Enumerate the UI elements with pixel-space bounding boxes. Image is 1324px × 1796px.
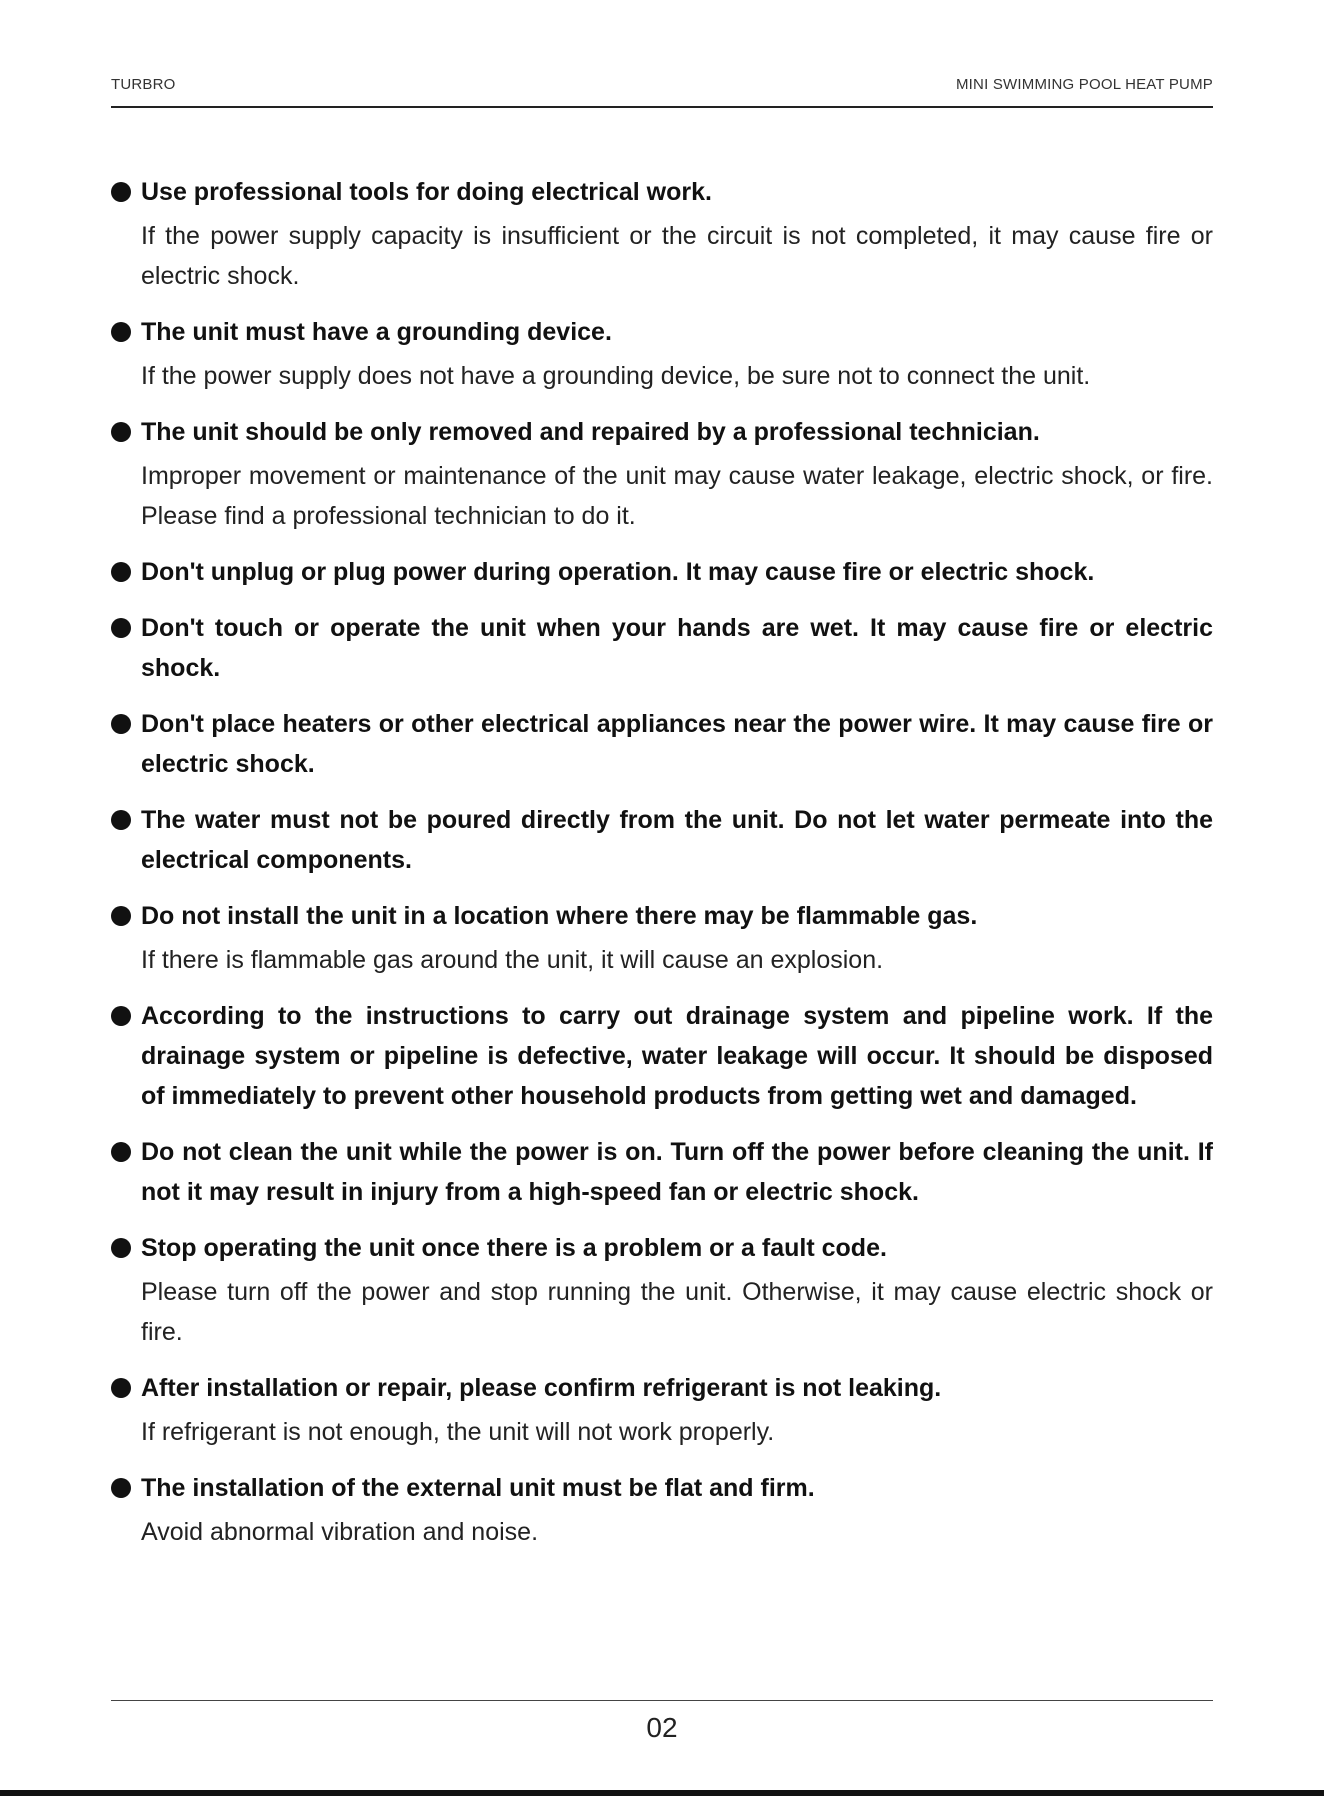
- footer-divider: [111, 1700, 1213, 1701]
- list-item: [111, 1228, 1213, 1352]
- item-title: The unit must have a grounding device.: [141, 318, 612, 346]
- item-title: The installation of the external unit must be flat and firm.: [141, 1474, 815, 1502]
- bullet-icon: [111, 422, 131, 442]
- item-title: The unit should be only removed and repaired by a professional technician.: [141, 418, 1040, 446]
- item-body: If the power supply does not have a grounding device, be sure not to connect the unit.: [141, 362, 1091, 390]
- item-title: The water must not be poured directly from the unit. Do not let water permeate into the electrical components.: [141, 806, 1213, 874]
- bullet-icon: [111, 1238, 131, 1258]
- item-body: Avoid abnormal vibration and noise.: [141, 1518, 539, 1546]
- list-item: [111, 1132, 1213, 1212]
- safety-precautions-list: [111, 172, 1213, 1568]
- list-item: [111, 704, 1213, 784]
- item-body: If there is flammable gas around the unit, it will cause an explosion.: [141, 946, 884, 974]
- bullet-icon: [111, 322, 131, 342]
- bullet-icon: [111, 562, 131, 582]
- bullet-icon: [111, 906, 131, 926]
- list-item: [111, 552, 1213, 592]
- bullet-icon: [111, 810, 131, 830]
- item-title: Don't touch or operate the unit when your hands are wet. It may cause fire or electric shock.: [141, 614, 1213, 682]
- item-title: After installation or repair, please confirm refrigerant is not leaking.: [141, 1374, 942, 1402]
- item-title: Do not clean the unit while the power is on. Turn off the power before cleaning the unit. If not it may result in injury from a high-speed fan or electric shock.: [141, 1138, 1213, 1206]
- item-body: If refrigerant is not enough, the unit will not work properly.: [141, 1418, 775, 1446]
- item-title: Don't unplug or plug power during operation. It may cause fire or electric shock.: [141, 558, 1095, 586]
- bullet-icon: [111, 1478, 131, 1498]
- bullet-icon: [111, 182, 131, 202]
- brand-name: TURBRO: [111, 76, 176, 93]
- bullet-icon: [111, 1378, 131, 1398]
- item-title: According to the instructions to carry out drainage system and pipeline work. If the drainage system or pipeline is defective, water leakage will occur. It should be disposed of immediately to prevent other household products from getting wet and damaged.: [141, 1002, 1213, 1110]
- list-item: [111, 800, 1213, 880]
- item-body: Improper movement or maintenance of the unit may cause water leakage, electric shock, or fire. Please find a professional technician to do it.: [141, 462, 1213, 530]
- list-item: [111, 996, 1213, 1116]
- item-title: Stop operating the unit once there is a problem or a fault code.: [141, 1234, 887, 1262]
- item-body: If the power supply capacity is insufficient or the circuit is not completed, it may cause fire or electric shock.: [141, 222, 1213, 290]
- list-item: [111, 896, 1213, 980]
- page-number: 02: [646, 1712, 678, 1743]
- list-item: [111, 1468, 1213, 1552]
- bullet-icon: [111, 714, 131, 734]
- product-name: MINI SWIMMING POOL HEAT PUMP: [955, 76, 1213, 93]
- bullet-icon: [111, 1142, 131, 1162]
- list-item: [111, 1368, 1213, 1452]
- list-item: [111, 608, 1213, 688]
- item-body: Please turn off the power and stop running the unit. Otherwise, it may cause electric shock or fire.: [141, 1278, 1213, 1346]
- list-item: [111, 312, 1213, 396]
- item-title: Use professional tools for doing electrical work.: [141, 178, 712, 206]
- item-title: Don't place heaters or other electrical appliances near the power wire. It may cause fire or electric shock.: [141, 710, 1213, 778]
- page-header: [111, 76, 1213, 108]
- item-title: Do not install the unit in a location where there may be flammable gas.: [141, 902, 978, 930]
- bullet-icon: [111, 618, 131, 638]
- list-item: [111, 412, 1213, 536]
- bottom-edge-bar: [0, 1790, 1324, 1796]
- bullet-icon: [111, 1006, 131, 1026]
- list-item: [111, 172, 1213, 296]
